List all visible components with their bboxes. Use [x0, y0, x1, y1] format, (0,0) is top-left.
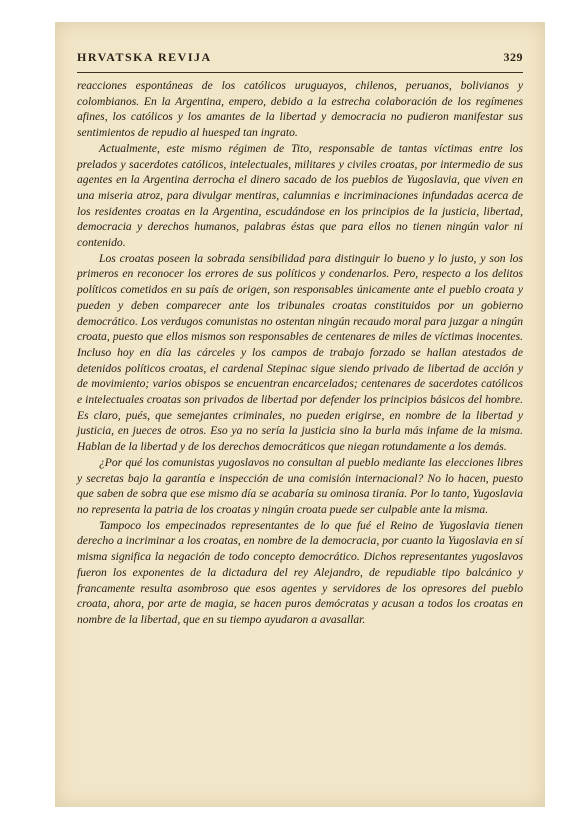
page-number: 329: [503, 50, 523, 64]
paragraph-3: Los croatas poseen la sobrada sensibilidad para distinguir lo bueno y lo justo, y son los primeros en reconocer los errores de sus políticos y condenarlos. Pero, respecto a los delitos políticos cometidos en su país de origen, son responsables únicamente ante el pueblo croata y pueden y deben comparecer ante los tribunales croatas constituidos por un gobierno democrático. Los verdugos comunistas no ostentan ningún recaudo moral para juzgar a ningún croata, puesto que ellos mismos son responsables de centenares de miles de víctimas inocentes. Incluso hoy en día las cárceles y los campos de trabajo forzado se hallan atestados de detenidos políticos croatas, el cardenal Stepinac sigue siendo privado de libertad de acción y de movimiento; varios obispos se encuentran encarcelados; centenares de sacerdotes católicos e intelectuales croatas son privados de libertad por defender los principios básicos del hombre. Es claro, pués, que semejantes criminales, no pueden erigirse, en nombre de la libertad y justicia, en jueces de otros. Eso ya no sería la justicia sino la burla más infame de la misma. Hablan de la libertad y de los derechos democráticos que niegan rotundamente a los demás.: [77, 251, 523, 454]
paragraph-2: Actualmente, este mismo régimen de Tito, responsable de tantas víctimas entre los prelados y sacerdotes católicos, intelectuales, militares y civiles croatas, por intermedio de sus agentes en la Argentina derrocha el dinero sacado de los pueblos de Yugoslavia, que viven en una miseria atroz, para divulgar mentiras, calumnias e incriminaciones infundadas acerca de los residentes croatas en la Argentina, escudándose en los principios de la justicia, libertad, democracia y derechos humanos, palabras éstas que para ellos no tienen ningún valor ni contenido.: [77, 141, 523, 250]
running-header: [77, 50, 523, 68]
paragraph-4: ¿Por qué los comunistas yugoslavos no consultan al pueblo mediante las elecciones libres y secretas bajo la garantía e inspección de una comisión internacional? No lo hacen, puesto que saben de sobra que ese mismo día se acabaría su ominosa tiranía. Por lo tanto, Yugoslavia no representa la patria de los croatas y ningún croata puede ser culpable ante la misma.: [77, 455, 523, 516]
book-page: [55, 22, 545, 807]
paragraph-5: Tampoco los empecinados representantes de lo que fué el Reino de Yugoslavia tienen derecho a incriminar a los croatas, en nombre de la democracia, por cuanto la Yugoslavia en sí misma significa la negación de todo concepto democrático. Dichos representantes yugoslavos fueron los exponentes de la dictadura del rey Alejandro, de repudiable tipo balcánico y francamente resulta asombroso que esos agentes y servidores de los opresores del pueblo croata, ahora, por arte de magia, se hacen puros demócratas y acusan a todos los croatas en nombre de la libertad, que en su tiempo ayudaron a avasallar.: [77, 518, 523, 626]
paragraph-1: reacciones espontáneas de los católicos uruguayos, chilenos, peruanos, bolivianos y colombianos. En la Argentina, empero, debido a la estrecha colaboración de los regímenes afines, los católicos y los amantes de la libertad y democracia no pudieron manifestar sus sentimientos de repudio al huesped tan ingrato.: [77, 79, 523, 140]
body-text: [77, 78, 523, 628]
header-rule: [77, 72, 523, 73]
journal-title: HRVATSKA REVIJA: [77, 50, 212, 64]
